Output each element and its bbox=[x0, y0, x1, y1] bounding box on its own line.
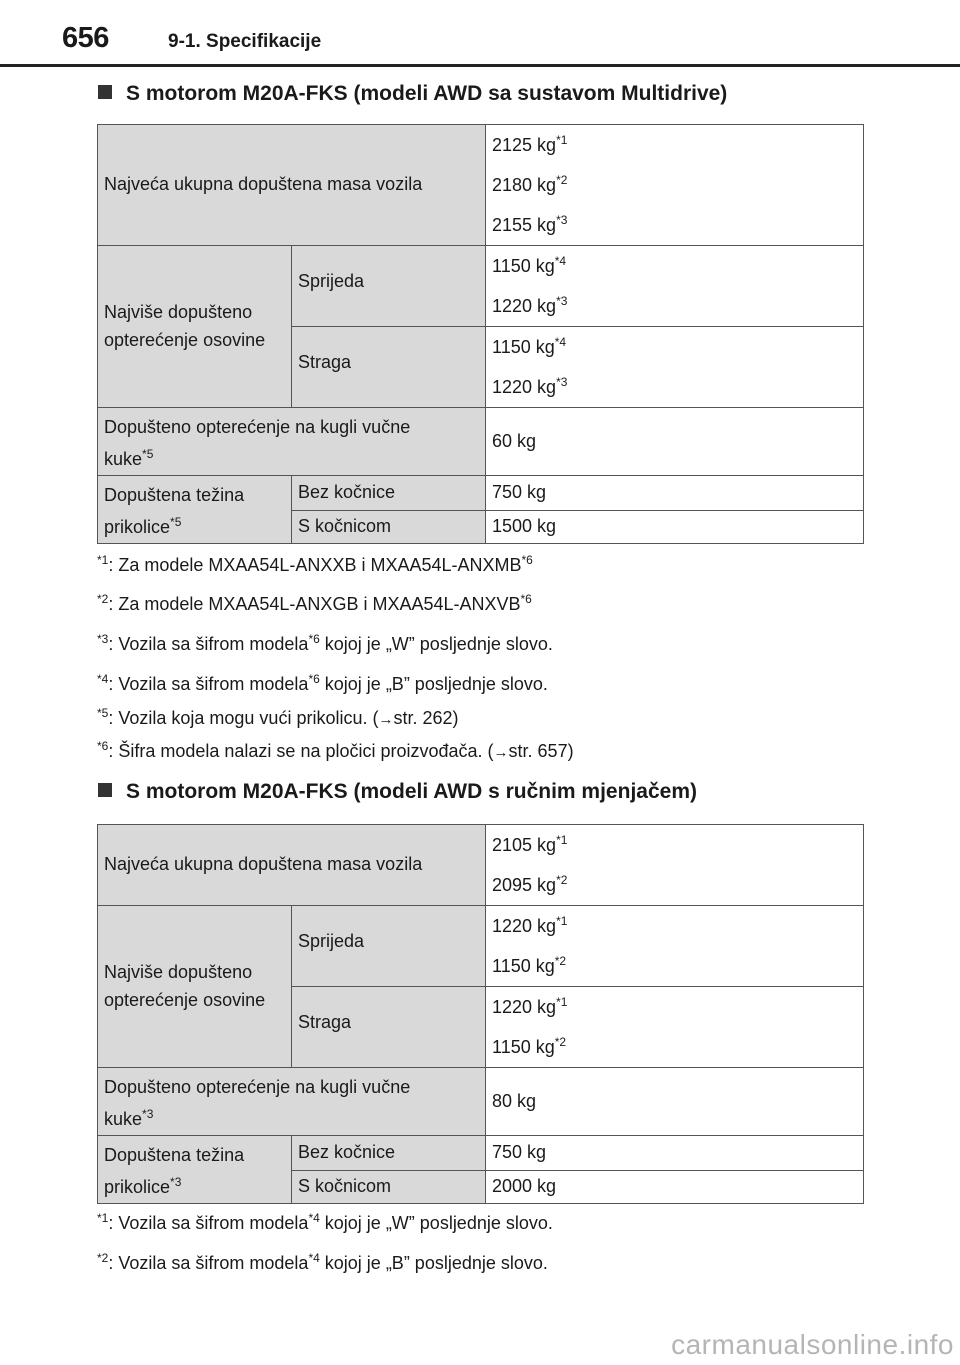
trailer-no-brake-value: 750 kg bbox=[486, 476, 864, 511]
axle-rear-label: Straga bbox=[292, 987, 486, 1068]
table-row bbox=[98, 906, 864, 987]
trailer-brake-label: S kočnicom bbox=[292, 1171, 486, 1204]
gross-mass-values: 2105 $kg^{*1}$ 2095 $kg^{*2}$ bbox=[486, 825, 864, 906]
axle-front-values: 1220 $kg^{*1}$ 1150 $kg^{*2}$ bbox=[486, 906, 864, 987]
spec-table-manual bbox=[97, 824, 864, 1204]
axle-load-label: Najviše dopušteno opterećenje osovine bbox=[98, 906, 292, 1068]
gross-mass-label: Najveća ukupna dopuštena masa vozila bbox=[98, 125, 486, 246]
axle-rear-values: 1220 $kg^{*1}$ 1150 $kg^{*2}$ bbox=[486, 987, 864, 1068]
footnote-6: $^{*6}$: Šifra modela nalazi se na pločici proizvođača. (→str. 657) bbox=[97, 739, 574, 761]
footnote-2: $^{*2}$: Vozila sa šifrom modela$^{*4}$ kojoj je „B” posljednje slovo. bbox=[97, 1251, 548, 1273]
page-reference-link[interactable]: str. 262 bbox=[393, 708, 453, 728]
axle-load-label: Najviše dopušteno opterećenje osovine bbox=[98, 246, 292, 408]
trailer-no-brake-label: Bez kočnice bbox=[292, 476, 486, 511]
trailer-no-brake-value: 750 kg bbox=[486, 1136, 864, 1171]
table-row bbox=[98, 125, 864, 246]
heading-text: S motorom M20A-FKS (modeli AWD sa sustavom Multidrive) bbox=[126, 82, 728, 105]
table-row bbox=[98, 476, 864, 511]
table-row bbox=[98, 825, 864, 906]
footnote-2: $^{*2}$: Za modele MXAA54L-ANXGB i MXAA54L-ANXVB$^{*6}$ bbox=[97, 592, 532, 614]
table-row bbox=[98, 408, 864, 476]
hitch-load-value: 60 kg bbox=[486, 408, 864, 476]
table-row bbox=[98, 1136, 864, 1171]
page-number: 656 bbox=[62, 22, 109, 54]
trailer-weight-label: Dopuštena težina prikolice$^{*3}$ bbox=[98, 1136, 292, 1204]
axle-rear-values: 1150 $kg^{*4}$ 1220 $kg^{*3}$ bbox=[486, 327, 864, 408]
trailer-brake-label: S kočnicom bbox=[292, 511, 486, 544]
trailer-weight-label: Dopuštena težina prikolice$^{*5}$ bbox=[98, 476, 292, 544]
header-divider bbox=[0, 64, 960, 67]
gross-mass-values: 2125 $kg^{*1}$ 2180 $kg^{*2}$ 2155 $kg^{*3}$ bbox=[486, 125, 864, 246]
footnote-3: $^{*3}$: Vozila sa šifrom modela$^{*6}$ kojoj je „W” posljednje slovo. bbox=[97, 632, 553, 654]
footnote-1: $^{*1}$: Vozila sa šifrom modela$^{*4}$ kojoj je „W” posljednje slovo. bbox=[97, 1211, 553, 1233]
gross-mass-label: Najveća ukupna dopuštena masa vozila bbox=[98, 825, 486, 906]
trailer-no-brake-label: Bez kočnice bbox=[292, 1136, 486, 1171]
page-reference-link[interactable]: str. 657 bbox=[508, 741, 568, 761]
table-row bbox=[98, 1068, 864, 1136]
footnote-4: $^{*4}$: Vozila sa šifrom modela$^{*6}$ kojoj je „B” posljednje slovo. bbox=[97, 672, 548, 694]
footnote-1: $^{*1}$: Za modele MXAA54L-ANXXB i MXAA54L-ANXMB$^{*6}$ bbox=[97, 553, 533, 575]
table-row bbox=[98, 246, 864, 327]
axle-front-label: Sprijeda bbox=[292, 246, 486, 327]
trailer-brake-value: 2000 kg bbox=[486, 1171, 864, 1204]
section-title: 9-1. Specifikacije bbox=[168, 31, 322, 52]
section-heading-multidrive bbox=[98, 82, 727, 106]
axle-rear-label: Straga bbox=[292, 327, 486, 408]
trailer-brake-value: 1500 kg bbox=[486, 511, 864, 544]
page-header bbox=[0, 0, 960, 70]
square-bullet-icon bbox=[98, 783, 112, 797]
section-heading-manual bbox=[98, 780, 697, 804]
hitch-load-label: Dopušteno opterećenje na kugli vučne kuke$^{*3}$ bbox=[98, 1068, 486, 1136]
hitch-load-label: Dopušteno opterećenje na kugli vučne kuke$^{*5}$ bbox=[98, 408, 486, 476]
heading-text: S motorom M20A-FKS (modeli AWD s ručnim mjenjačem) bbox=[126, 780, 697, 803]
spec-table-multidrive bbox=[97, 124, 864, 544]
square-bullet-icon bbox=[98, 85, 112, 99]
footnote-5: $^{*5}$: Vozila koja mogu vući prikolicu. (→str. 262) bbox=[97, 706, 459, 728]
watermark-text: carmanualsonline.info bbox=[671, 1329, 954, 1360]
arrow-right-icon: → bbox=[378, 711, 394, 728]
axle-front-label: Sprijeda bbox=[292, 906, 486, 987]
axle-front-values: 1150 $kg^{*4}$ 1220 $kg^{*3}$ bbox=[486, 246, 864, 327]
hitch-load-value: 80 kg bbox=[486, 1068, 864, 1136]
arrow-right-icon: → bbox=[493, 744, 509, 761]
